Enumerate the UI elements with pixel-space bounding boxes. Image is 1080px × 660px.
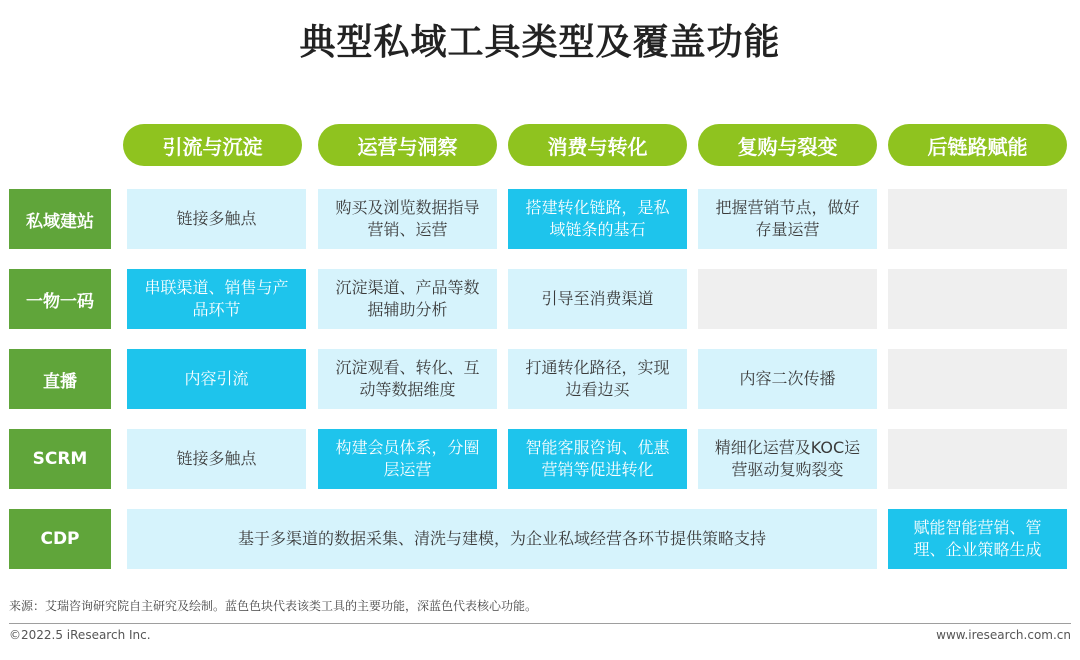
cell-scrm-traffic: 链接多触点 bbox=[127, 429, 306, 489]
column-header-conversion: 消费与转化 bbox=[508, 124, 687, 166]
column-header-empowerment: 后链路赋能 bbox=[888, 124, 1067, 166]
cell-code-conversion: 引导至消费渠道 bbox=[508, 269, 687, 329]
cell-live-repurchase: 内容二次传播 bbox=[698, 349, 877, 409]
cell-code-empowerment bbox=[888, 269, 1067, 329]
cell-code-traffic: 串联渠道、销售与产品环节 bbox=[127, 269, 306, 329]
cell-code-repurchase bbox=[698, 269, 877, 329]
column-header-traffic: 引流与沉淀 bbox=[123, 124, 302, 166]
cell-live-operation: 沉淀观看、转化、互动等数据维度 bbox=[318, 349, 497, 409]
page-title: 典型私域工具类型及覆盖功能 bbox=[299, 22, 781, 63]
cell-live-traffic: 内容引流 bbox=[127, 349, 306, 409]
source-note: 来源：艾瑞咨询研究院自主研究及绘制。蓝色色块代表该类工具的主要功能，深蓝色代表核心功能。 bbox=[9, 599, 538, 613]
cell-cdp-empowerment: 赋能智能营销、管理、企业策略生成 bbox=[888, 509, 1067, 569]
cell-site-repurchase: 把握营销节点，做好存量运营 bbox=[698, 189, 877, 249]
cell-site-traffic: 链接多触点 bbox=[127, 189, 306, 249]
cell-live-conversion: 打通转化路径，实现边看边买 bbox=[508, 349, 687, 409]
cell-site-conversion: 搭建转化链路，是私域链条的基石 bbox=[508, 189, 687, 249]
row-header-live: 直播 bbox=[9, 349, 111, 409]
column-header-repurchase: 复购与裂变 bbox=[698, 124, 877, 166]
cell-scrm-repurchase: 精细化运营及KOC运营驱动复购裂变 bbox=[698, 429, 877, 489]
cell-code-operation: 沉淀渠道、产品等数据辅助分析 bbox=[318, 269, 497, 329]
cell-live-empowerment bbox=[888, 349, 1067, 409]
row-header-scrm: SCRM bbox=[9, 429, 111, 489]
row-header-cdp: CDP bbox=[9, 509, 111, 569]
website: www.iresearch.com.cn bbox=[936, 628, 1071, 642]
cell-site-operation: 购买及浏览数据指导营销、运营 bbox=[318, 189, 497, 249]
cell-cdp-span: 基于多渠道的数据采集、清洗与建模，为企业私域经营各环节提供策略支持 bbox=[127, 509, 877, 569]
cell-site-empowerment bbox=[888, 189, 1067, 249]
cell-scrm-operation: 构建会员体系，分圈层运营 bbox=[318, 429, 497, 489]
copyright: ©2022.5 iResearch Inc. bbox=[9, 628, 151, 642]
cell-scrm-conversion: 智能客服咨询、优惠营销等促进转化 bbox=[508, 429, 687, 489]
cell-scrm-empowerment bbox=[888, 429, 1067, 489]
footer-divider bbox=[9, 623, 1071, 624]
row-header-code: 一物一码 bbox=[9, 269, 111, 329]
column-header-operation: 运营与洞察 bbox=[318, 124, 497, 166]
row-header-site: 私域建站 bbox=[9, 189, 111, 249]
